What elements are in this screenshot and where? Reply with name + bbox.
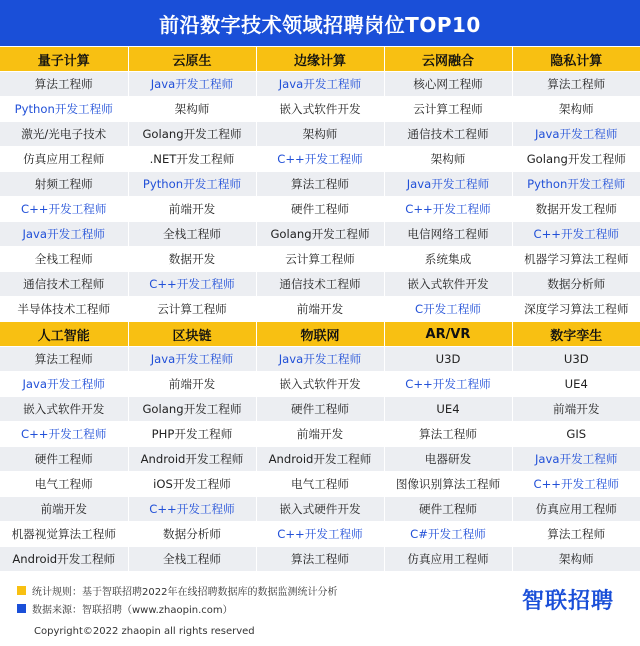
table-cell: Java开发工程师 [512,447,640,472]
table-cell: iOS开发工程师 [128,472,256,497]
table-cell: Python开发工程师 [128,172,256,197]
column-header: 数字孪生 [512,322,640,347]
table-cell: C++开发工程师 [0,197,128,222]
table-cell: 电气工程师 [0,472,128,497]
table-cell: 深度学习算法工程师 [512,297,640,322]
table-cell: Java开发工程师 [128,347,256,372]
table-cell: Golang开发工程师 [128,122,256,147]
table-row [0,222,640,247]
table-cell: 前端开发 [128,372,256,397]
table-cell: 云计算工程师 [384,97,512,122]
table-cell: C++开发工程师 [256,522,384,547]
table-cell: 电器研发 [384,447,512,472]
table-cell: 前端开发 [128,197,256,222]
stats-rule-note [17,583,337,598]
table-cell: UE4 [512,372,640,397]
column-header: 量子计算 [0,47,128,72]
table-cell: C++开发工程师 [256,147,384,172]
table-cell: Python开发工程师 [0,97,128,122]
table-cell: 半导体技术工程师 [0,297,128,322]
table-row [0,197,640,222]
table-cell: C++开发工程师 [0,422,128,447]
table-cell: 全栈工程师 [128,222,256,247]
table-row [0,172,640,197]
table-cell: Java开发工程师 [256,347,384,372]
table-cell: Java开发工程师 [256,72,384,97]
column-header: 隐私计算 [512,47,640,72]
table-cell: 算法工程师 [384,422,512,447]
table-cell: Java开发工程师 [0,372,128,397]
table-cell: C++开发工程师 [128,272,256,297]
footer [0,576,640,646]
table-cell: 电信网络工程师 [384,222,512,247]
table-cell: C++开发工程师 [384,372,512,397]
table-cell: 算法工程师 [512,522,640,547]
table-cell: C++开发工程师 [384,197,512,222]
table-cell: 射频工程师 [0,172,128,197]
table-cell: 通信技术工程师 [0,272,128,297]
table-cell: 系统集成 [384,247,512,272]
table-cell: 算法工程师 [0,72,128,97]
column-header: AR/VR [384,322,512,347]
table-cell: C++开发工程师 [128,497,256,522]
table-cell: 前端开发 [256,422,384,447]
table-cell: Android开发工程师 [0,547,128,572]
table-cell: Android开发工程师 [128,447,256,472]
data-source-text: 数据来源：智联招聘（www.zhaopin.com） [32,605,233,616]
data-source-note [17,601,233,616]
column-header: 云网融合 [384,47,512,72]
table-row [0,447,640,472]
table-cell: 数据开发 [128,247,256,272]
table-cell: 通信技术工程师 [384,122,512,147]
table-row [0,247,640,272]
table-cell: 算法工程师 [512,72,640,97]
table-cell: 前端开发 [256,297,384,322]
table-cell: 仿真应用工程师 [384,547,512,572]
table-row [0,347,640,372]
section-header-row [0,47,640,72]
column-header: 人工智能 [0,322,128,347]
table-cell: 架构师 [384,147,512,172]
table-cell: 云计算工程师 [128,297,256,322]
page-title: 前沿数字技术领域招聘岗位TOP10 [0,0,640,46]
table-cell: U3D [512,347,640,372]
table-cell: C开发工程师 [384,297,512,322]
table-cell: 通信技术工程师 [256,272,384,297]
table-row [0,522,640,547]
table-row [0,372,640,397]
table-row [0,547,640,572]
table-cell: 前端开发 [512,397,640,422]
table-row [0,272,640,297]
table-cell: 硬件工程师 [256,397,384,422]
table-cell: Java开发工程师 [512,122,640,147]
blue-square-icon [17,604,26,613]
table-cell: 硬件工程师 [0,447,128,472]
table-cell: Java开发工程师 [384,172,512,197]
table-cell: 架构师 [512,97,640,122]
table-cell: 全栈工程师 [0,247,128,272]
zhaopin-logo: 智联招聘 [521,589,614,614]
stats-rule-text: 统计规则：基于智联招聘2022年在线招聘数据库的数据监测统计分析 [32,587,338,598]
table-cell: 数据分析师 [128,522,256,547]
table-cell: 仿真应用工程师 [512,497,640,522]
jobs-table [0,47,640,597]
table-cell: Android开发工程师 [256,447,384,472]
table-cell: 架构师 [512,547,640,572]
table-cell: 机器视觉算法工程师 [0,522,128,547]
yellow-square-icon [17,586,26,595]
table-cell: 数据开发工程师 [512,197,640,222]
table-cell: 嵌入式软件开发 [0,397,128,422]
table-cell: C#开发工程师 [384,522,512,547]
table-cell: 硬件工程师 [256,197,384,222]
table-cell: 电气工程师 [256,472,384,497]
table-cell: 算法工程师 [256,547,384,572]
table-cell: 嵌入式软件开发 [256,97,384,122]
table-cell: 机器学习算法工程师 [512,247,640,272]
table-cell: UE4 [384,397,512,422]
table-cell: 数据分析师 [512,272,640,297]
table-row [0,397,640,422]
table-cell: Java开发工程师 [128,72,256,97]
table-cell: .NET开发工程师 [128,147,256,172]
table-cell: 架构师 [256,122,384,147]
table-cell: 核心网工程师 [384,72,512,97]
column-header: 边缘计算 [256,47,384,72]
table-cell: C++开发工程师 [512,472,640,497]
table-cell: 云计算工程师 [256,247,384,272]
table-row [0,497,640,522]
table-cell: 嵌入式软件开发 [256,372,384,397]
table-cell: PHP开发工程师 [128,422,256,447]
section-header-row [0,322,640,347]
table-row [0,147,640,172]
table-cell: 算法工程师 [0,347,128,372]
copyright-text: Copyright©2022 zhaopin all rights reserved [34,626,255,637]
table-cell: 硬件工程师 [384,497,512,522]
table-row [0,72,640,97]
table-cell: 图像识别算法工程师 [384,472,512,497]
table-cell: Java开发工程师 [0,222,128,247]
table-row [0,422,640,447]
table-cell: 嵌入式软件开发 [384,272,512,297]
table-cell: Golang开发工程师 [128,397,256,422]
table-cell: Golang开发工程师 [512,147,640,172]
table-cell: 仿真应用工程师 [0,147,128,172]
column-header: 云原生 [128,47,256,72]
table-cell: 架构师 [128,97,256,122]
table-row [0,97,640,122]
table-cell: Python开发工程师 [512,172,640,197]
table-cell: Golang开发工程师 [256,222,384,247]
table-row [0,122,640,147]
column-header: 物联网 [256,322,384,347]
table-cell: 前端开发 [0,497,128,522]
table-row [0,472,640,497]
table-cell: 算法工程师 [256,172,384,197]
table-cell: 全栈工程师 [128,547,256,572]
table-cell: 嵌入式硬件开发 [256,497,384,522]
column-header: 区块链 [128,322,256,347]
table-cell: 激光/光电子技术 [0,122,128,147]
table-cell: U3D [384,347,512,372]
table-cell: C++开发工程师 [512,222,640,247]
table-row [0,297,640,322]
table-cell: GIS [512,422,640,447]
